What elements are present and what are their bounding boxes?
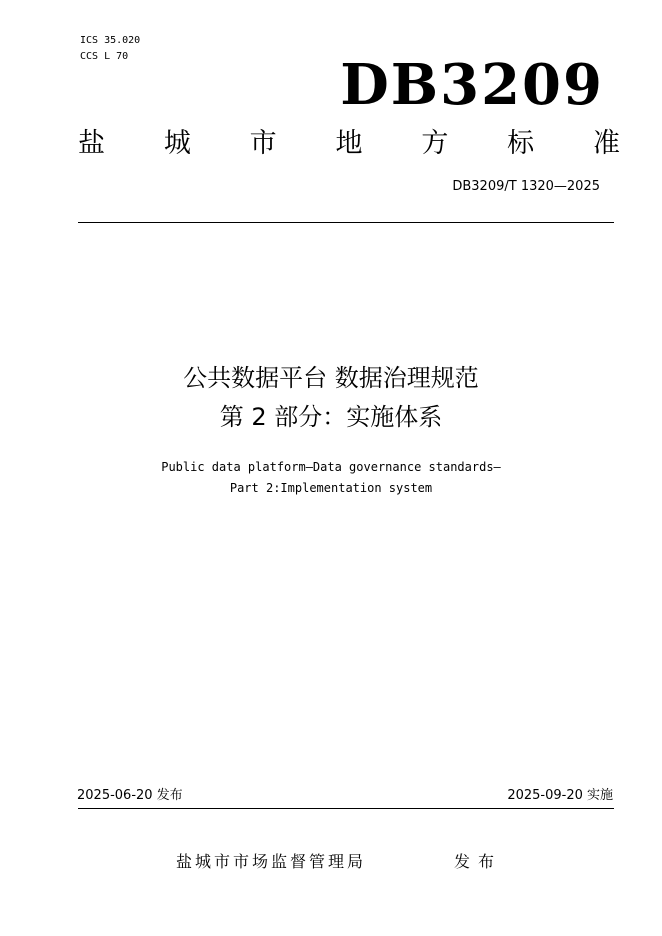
issuer-action: 发布 (454, 852, 503, 871)
issuer: 盐城市市场监督管理局 (176, 852, 367, 871)
implement-date: 2025-09-20 实施 (507, 788, 613, 803)
standard-type-char: 市 (249, 128, 277, 159)
header-divider (78, 222, 614, 223)
title-en-line1: Public data platform—Data governance standards— (161, 460, 501, 474)
db-logo: DB3209 (340, 52, 604, 118)
standard-type-char: 地 (335, 128, 363, 159)
title-en-line2: Part 2:Implementation system (229, 481, 433, 495)
title-cn-line1: 公共数据平台 数据治理规范 (183, 364, 479, 392)
ics-code: ICS 35.020 (80, 35, 141, 46)
issue-date: 2025-06-20 发布 (77, 788, 183, 803)
ccs-code: CCS L 70 (80, 51, 129, 62)
footer-divider (78, 808, 614, 809)
classification-codes (80, 33, 140, 65)
standard-type (78, 126, 620, 162)
title-cn-line2: 第 2 部分：实施体系 (219, 403, 443, 431)
standard-type-char: 方 (421, 128, 449, 159)
standard-number: DB3209/T 1320—2025 (452, 179, 600, 194)
standard-type-char: 准 (592, 128, 620, 159)
standard-type-char: 城 (163, 128, 191, 159)
standard-type-char: 盐 (78, 128, 105, 159)
standard-type-char: 标 (507, 128, 535, 159)
